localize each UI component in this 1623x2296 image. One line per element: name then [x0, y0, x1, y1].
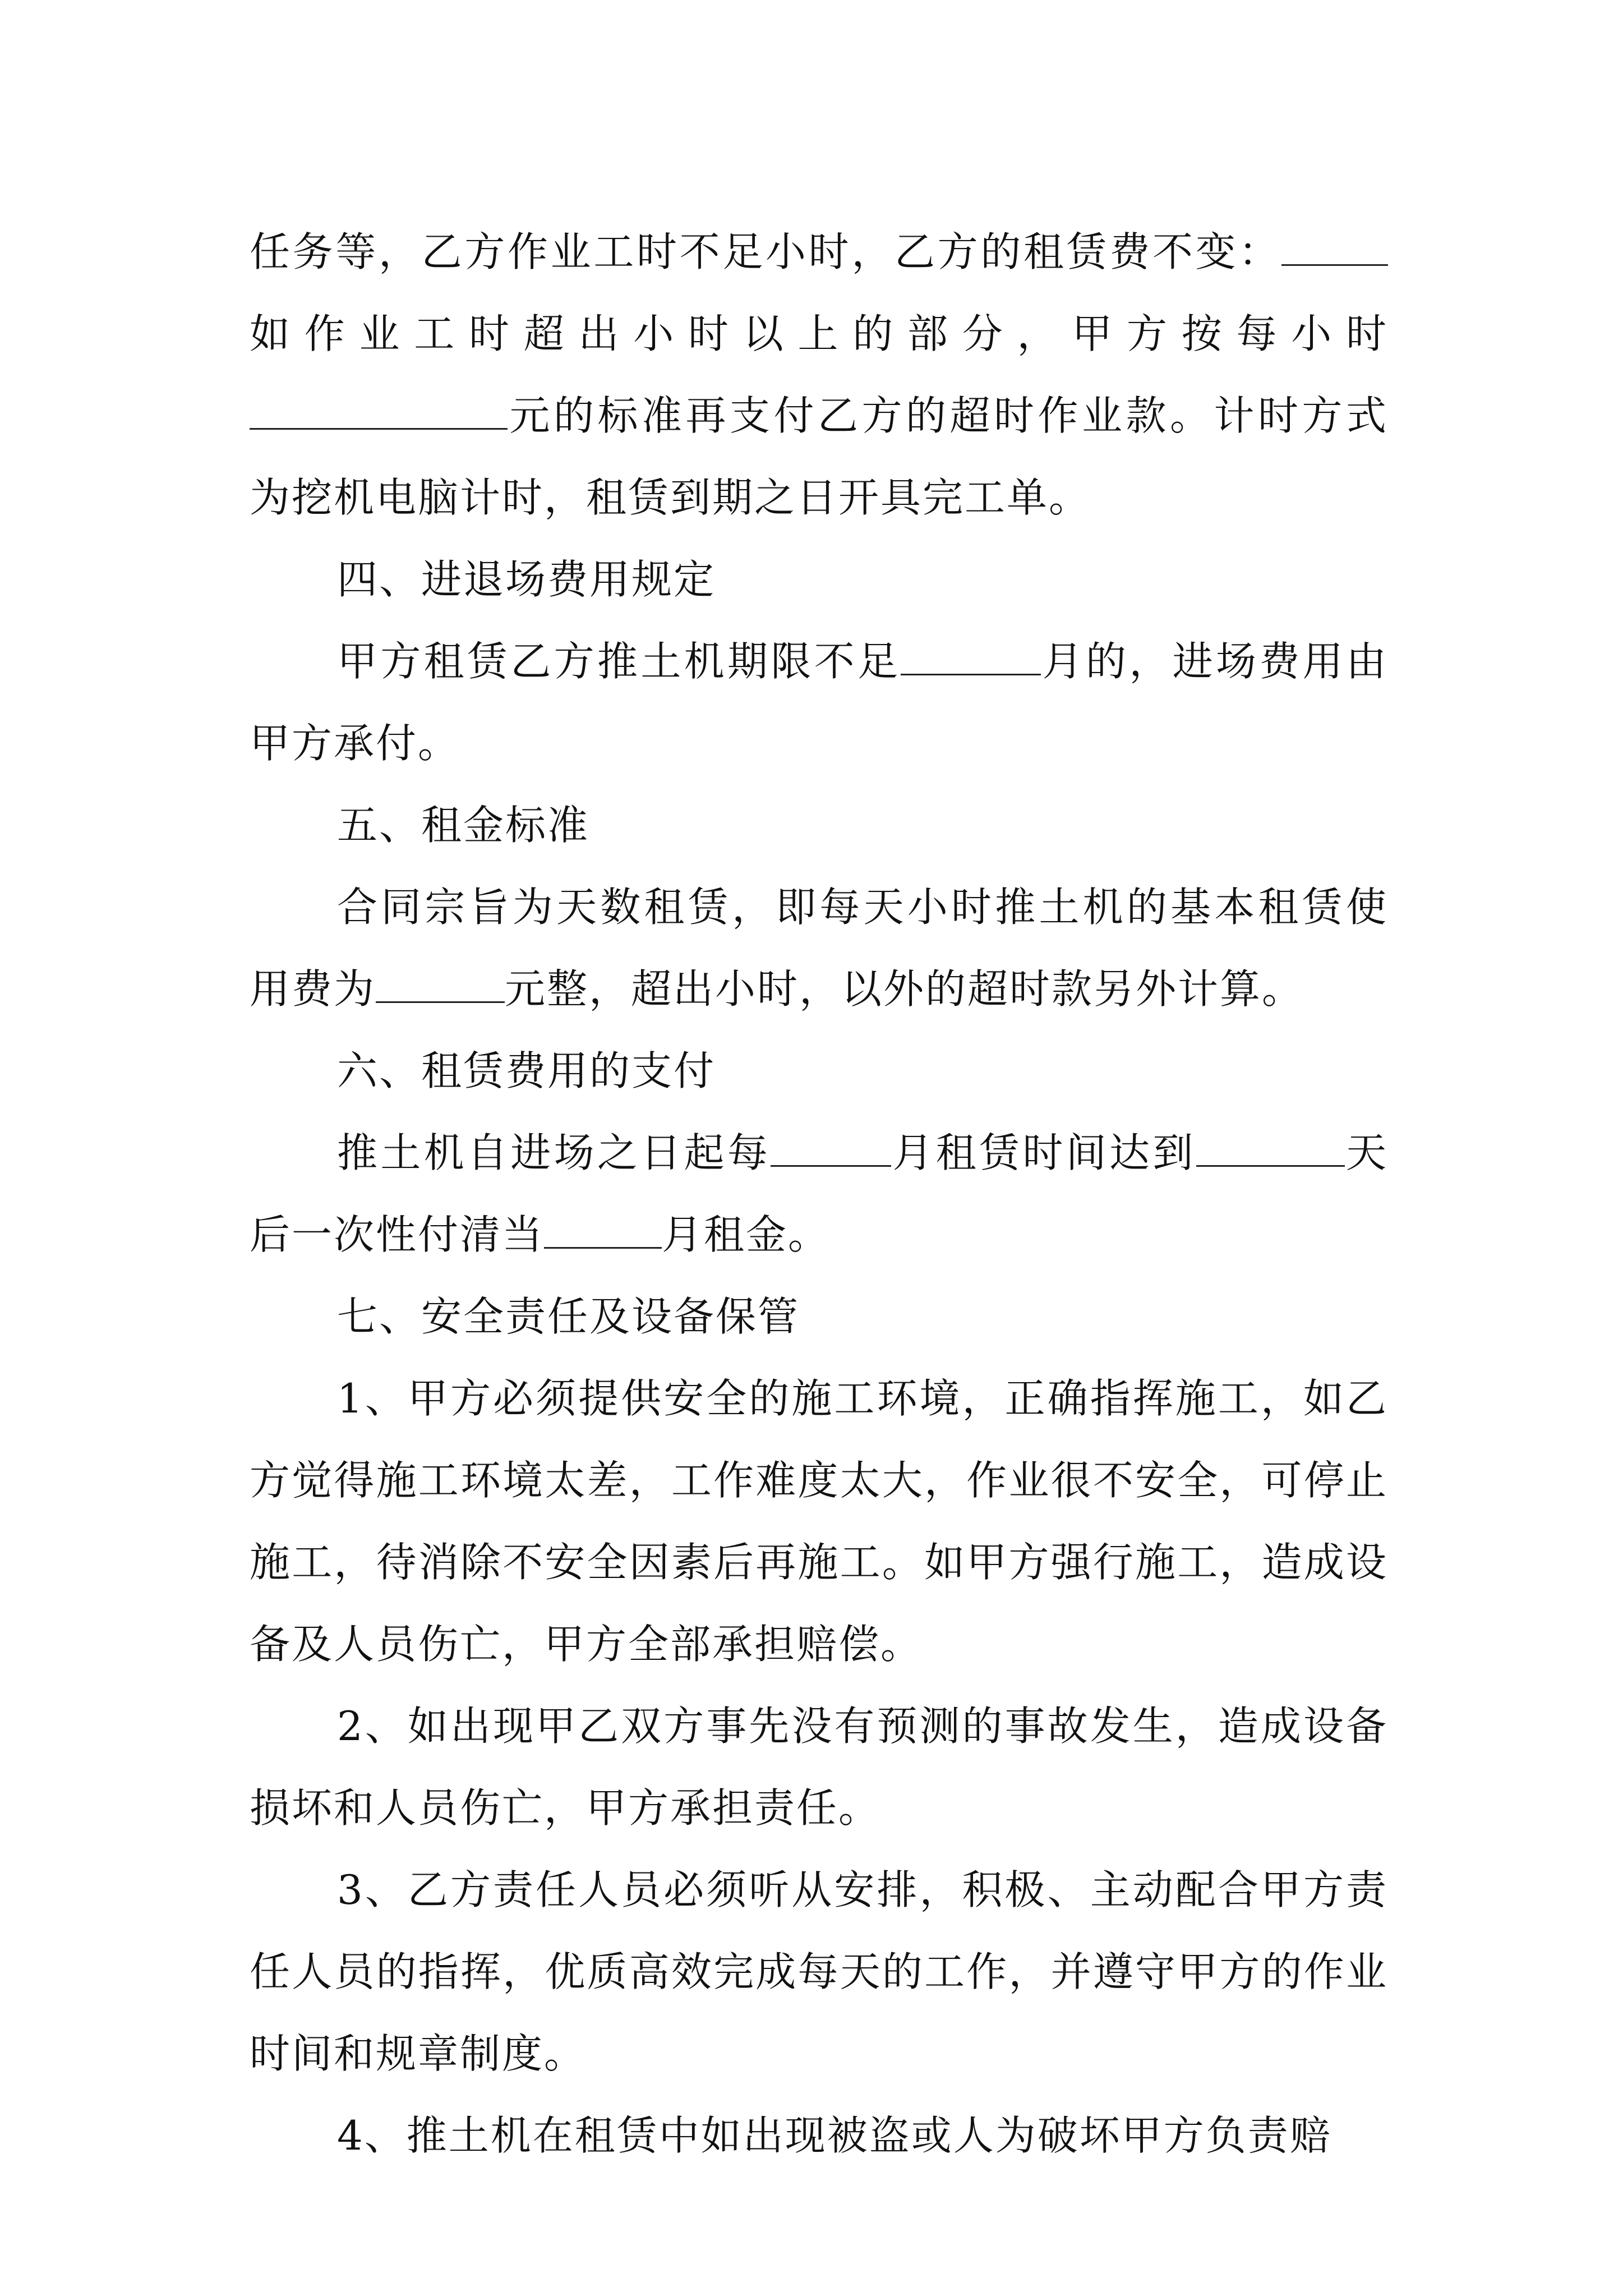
clause-7-item-2: 2、如出现甲乙双方事先没有预测的事故发生，造成设备损坏和人员伤亡，甲方承担责任。: [250, 1703, 1388, 1832]
blank-line: [901, 636, 1041, 675]
blank-line: [376, 963, 505, 1003]
blank-line: [1281, 226, 1388, 266]
clause-3-paragraph: [250, 211, 1388, 539]
clause-7-item-3: 3、乙方责任人员必须听从安排，积极、主动配合甲方责任人员的指挥，优质高效完成每天的工作，并遵守甲方的作业时间和规章制度。: [250, 1866, 1388, 2077]
clause-4-text-2: 月的，进场费用由甲方承付。: [250, 638, 1388, 767]
clause-7-item-1: 1、甲方必须提供安全的施工环境，正确指挥施工，如乙方觉得施工环境太差，工作难度太大，作业很不安全，可停止施工，待消除不安全因素后再施工。如甲方强行施工，造成设备及人员伤亡，甲方全部承担赔偿。: [250, 1375, 1388, 1668]
blank-line: [771, 1127, 891, 1167]
clause-4-paragraph: [250, 620, 1388, 784]
clause-5-paragraph: [250, 866, 1388, 1030]
blank-line: [1196, 1127, 1345, 1167]
section-heading-6: 六、租赁费用的支付: [337, 1047, 716, 1094]
clause-4-text-1: 甲方租赁乙方推土机期限不足: [337, 638, 901, 685]
clause-6-text-3: 天后一次性付清当: [250, 1129, 1388, 1258]
clause-6-text-4: 月租金。: [662, 1211, 831, 1258]
blank-line: [544, 1209, 662, 1249]
clause-7-item-4: 4、推土机在租赁中如出现被盗或人为破坏甲方负责赔: [337, 2112, 1332, 2159]
clause-5-text-1: 合同宗旨为天数租赁，即每天小时推土机的基本租赁使用费为: [250, 884, 1388, 1013]
clause-5-text-2: 元整，超出小时，以外的超时款另外计算。: [505, 965, 1304, 1013]
section-heading-4: 四、进退场费用规定: [337, 556, 716, 603]
clause-3-text-2: 如作业工时超出小时以上的部分，甲方按每小时: [250, 310, 1388, 357]
clause-6-text-2: 月租赁时间达到: [891, 1129, 1196, 1176]
document-body: [250, 211, 1388, 2177]
clause-3-text-3: 元的标准再支付乙方的超时作业款。计时方式为挖机电脑计时，租赁到期之日开具完工单。: [250, 392, 1388, 521]
clause-6-text-1: 推土机自进场之日起每: [337, 1129, 771, 1176]
section-heading-7: 七、安全责任及设备保管: [337, 1293, 800, 1340]
section-heading-5: 五、租金标准: [337, 802, 590, 849]
clause-6-paragraph: [250, 1112, 1388, 1276]
clause-3-text-1: 任务等，乙方作业工时不足小时，乙方的租赁费不变：: [250, 228, 1281, 275]
blank-line: [250, 390, 508, 430]
